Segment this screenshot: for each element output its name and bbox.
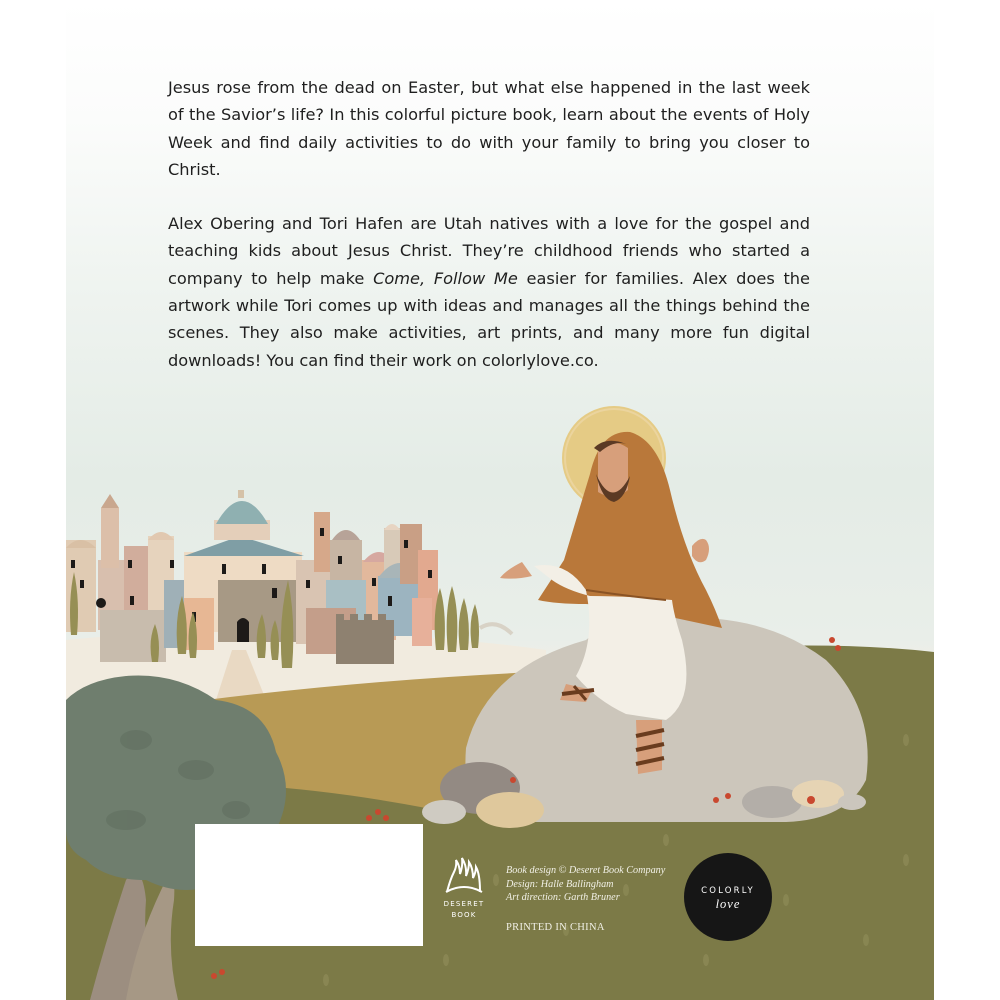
credit-art-direction: Art direction: Garth Bruner — [506, 892, 620, 903]
deseret-book-logo-icon — [444, 856, 484, 894]
printed-in-text: PRINTED IN CHINA — [506, 921, 605, 933]
city-illustration — [66, 490, 546, 700]
colorly-logo-bottom: love — [715, 897, 741, 911]
publisher-name-line2: BOOK — [451, 911, 477, 919]
colorly-logo-top: COLORLY — [701, 886, 755, 896]
back-cover — [66, 0, 934, 1000]
deseret-book-logo — [438, 856, 490, 930]
author-bio-paragraph — [168, 210, 810, 374]
bio-text-start: Alex Obering and Tori Hafen are Utah natives with a love for the gospel and teaching kids about Jesus Christ. They’re childhood friends who started a company to help make — [168, 214, 810, 288]
bio-text-end: easier for families. Alex does the artwork while Tori comes up with ideas and manages all the things behind the scenes. They also make activities, art prints, and many more fun digital downloads! You can find their work on colorlylove.co. — [168, 268, 811, 370]
back-cover-blurb — [168, 74, 810, 374]
colorly-love-logo-icon — [684, 853, 772, 941]
bio-book-title: Come, Follow Me — [373, 268, 518, 288]
credit-design: Design: Halle Ballingham — [506, 878, 614, 890]
credits — [506, 864, 665, 934]
credit-book-design: Book design © Deseret Book Company — [506, 865, 666, 876]
barcode-area — [195, 824, 423, 946]
publisher-name-line1: DESERET — [443, 900, 485, 908]
description-paragraph: Jesus rose from the dead on Easter, but what else happened in the last week of the Savior’s life? In this colorful picture book, learn about the events of Holy Week and find daily activities to do with your family to bring you closer to Christ. — [168, 78, 810, 179]
